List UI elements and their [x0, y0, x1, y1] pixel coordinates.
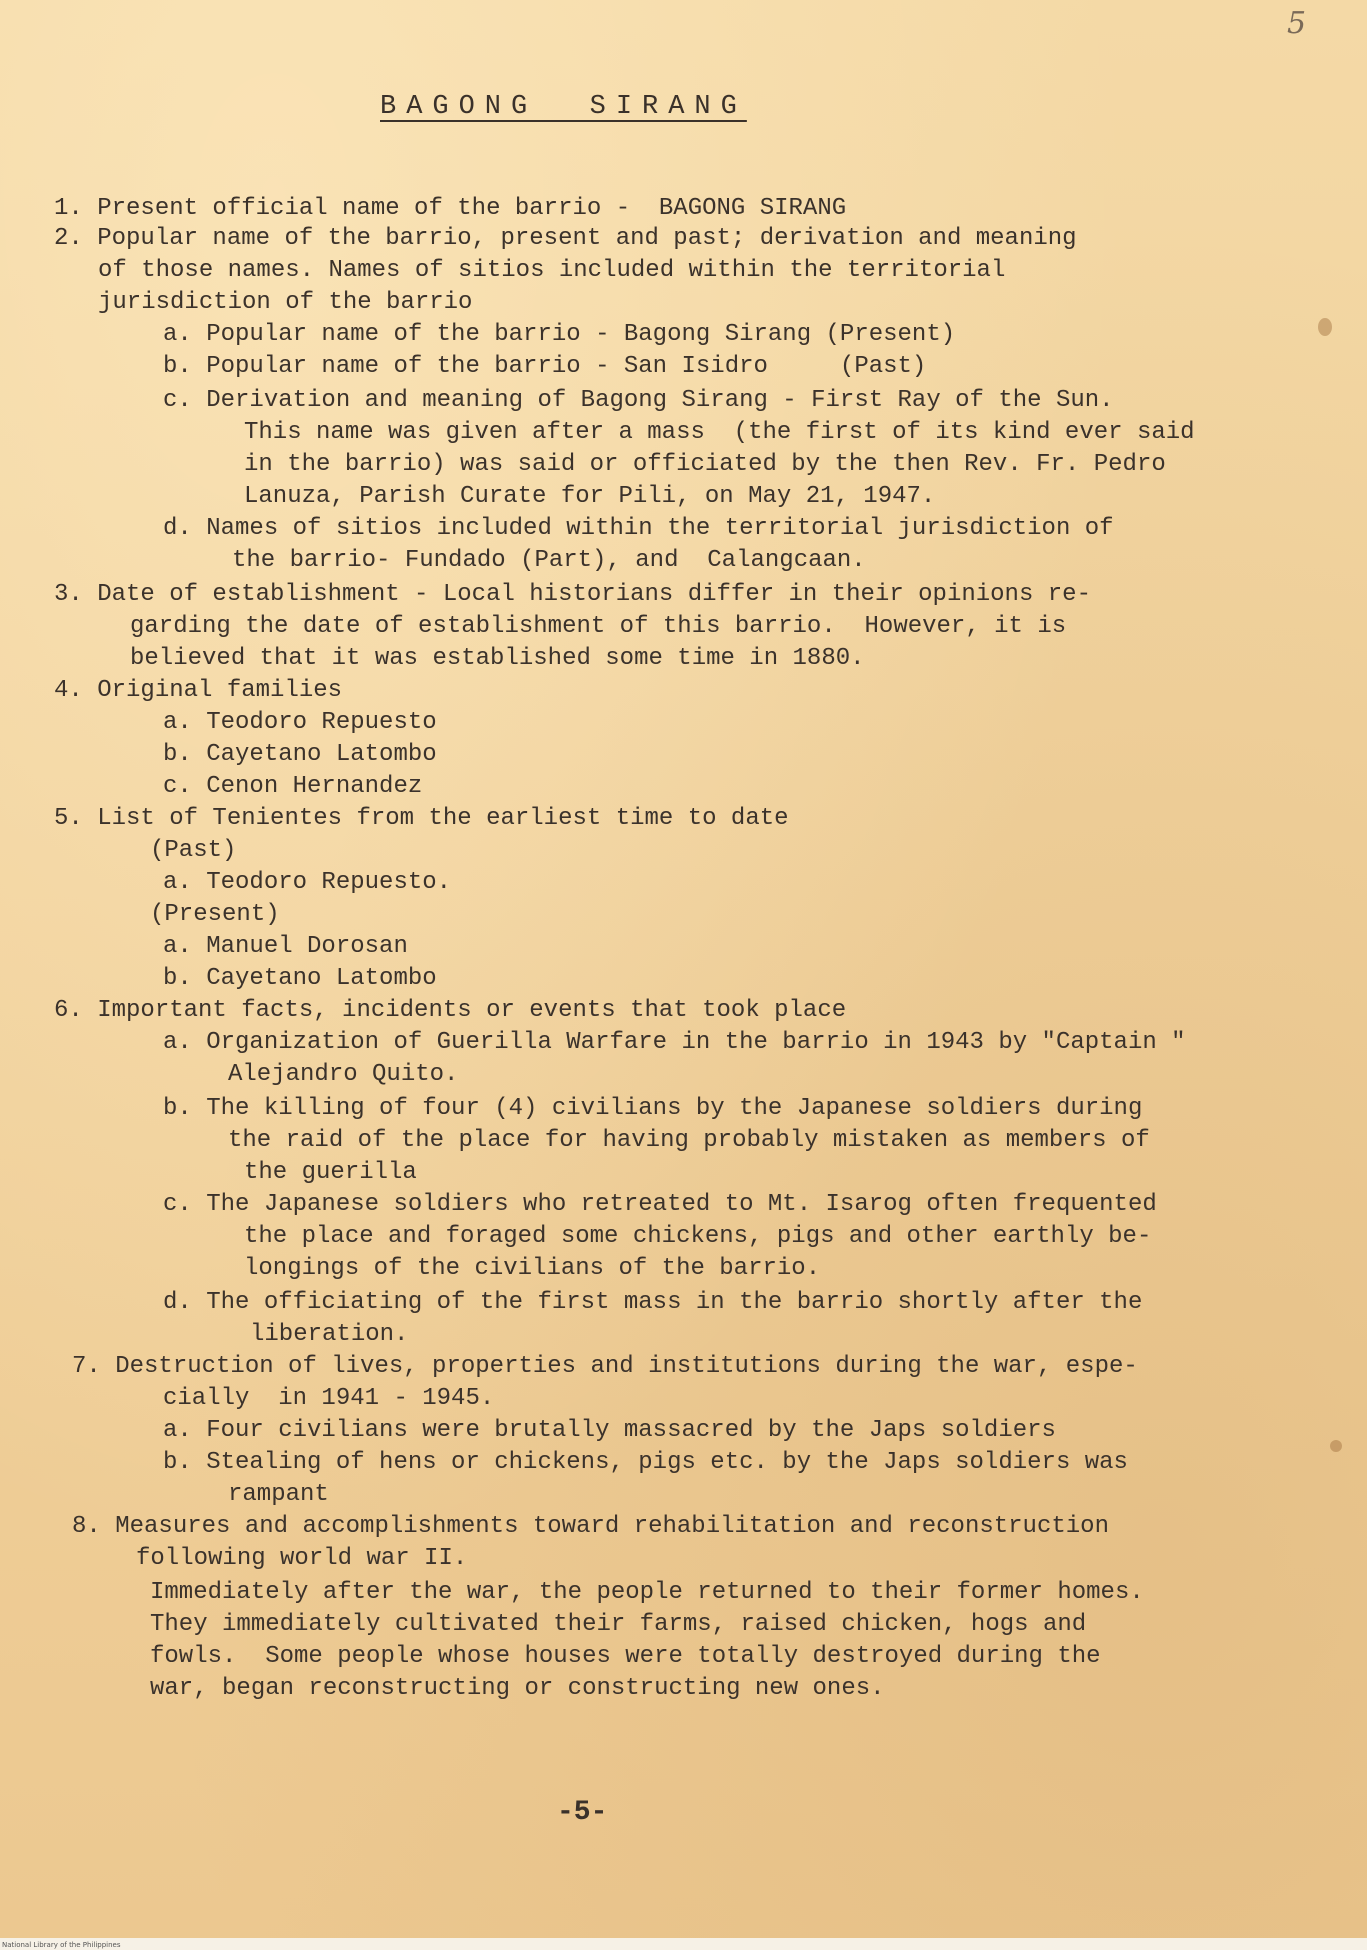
item-6c: c. The Japanese soldiers who retreated to Mt. Isarog often frequented	[163, 1191, 1157, 1218]
item-8-paragraph: They immediately cultivated their farms, raised chicken, hogs and	[150, 1611, 1087, 1638]
item-6-important-facts: 6. Important facts, incidents or events that took place	[54, 997, 847, 1024]
item-5-past-label: (Past)	[150, 837, 237, 864]
item-8-paragraph: war, began reconstructing or constructing new ones.	[150, 1675, 885, 1702]
item-4a: a. Teodoro Repuesto	[163, 709, 437, 736]
paper-stain	[1318, 318, 1332, 336]
item-2c-continuation: This name was given after a mass (the first of its kind ever said	[244, 419, 1195, 446]
item-5-present-b: b. Cayetano Latombo	[163, 965, 437, 992]
item-6b-continuation: the guerilla	[244, 1159, 417, 1186]
item-7b-continuation: rampant	[228, 1481, 329, 1508]
item-6c-continuation: longings of the civilians of the barrio.	[244, 1255, 821, 1282]
item-2c-continuation: Lanuza, Parish Curate for Pili, on May 21, 1947.	[244, 483, 936, 510]
item-8-paragraph: Immediately after the war, the people returned to their former homes.	[150, 1579, 1144, 1606]
item-3-continuation: garding the date of establishment of this barrio. However, it is	[130, 613, 1067, 640]
item-5-past-a: a. Teodoro Repuesto.	[163, 869, 452, 896]
item-7-destruction: 7. Destruction of lives, properties and institutions during the war, espe-	[72, 1353, 1138, 1380]
item-3-establishment: 3. Date of establishment - Local historians differ in their opinions re-	[54, 581, 1091, 608]
item-4c: c. Cenon Hernandez	[163, 773, 423, 800]
item-4b: b. Cayetano Latombo	[163, 741, 437, 768]
handwritten-page-number: 5	[1287, 6, 1307, 41]
item-6a-continuation: Alejandro Quito.	[228, 1061, 459, 1088]
item-6a: a. Organization of Guerilla Warfare in the barrio in 1943 by "Captain "	[163, 1029, 1186, 1056]
item-7a: a. Four civilians were brutally massacred by the Japs soldiers	[163, 1417, 1056, 1444]
item-5-tenientes: 5. List of Tenientes from the earliest time to date	[54, 805, 789, 832]
scan-footer-caption: National Library of the Philippines	[2, 1941, 121, 1949]
item-4-original-families: 4. Original families	[54, 677, 343, 704]
item-6b-continuation: the raid of the place for having probably mistaken as members of	[228, 1127, 1150, 1154]
item-2b: b. Popular name of the barrio - San Isidro (Past)	[163, 353, 927, 380]
item-2a: a. Popular name of the barrio - Bagong Sirang (Present)	[163, 321, 956, 348]
item-5-present-label: (Present)	[150, 901, 280, 928]
item-3-continuation: believed that it was established some time in 1880.	[130, 645, 865, 672]
item-6c-continuation: the place and foraged some chickens, pigs and other earthly be-	[244, 1223, 1152, 1250]
item-2d: d. Names of sitios included within the territorial jurisdiction of	[163, 515, 1114, 542]
item-6d: d. The officiating of the first mass in the barrio shortly after the	[163, 1289, 1143, 1316]
item-7b: b. Stealing of hens or chickens, pigs etc. by the Japs soldiers was	[163, 1449, 1128, 1476]
item-2-continuation: of those names. Names of sitios included within the territorial	[98, 257, 1006, 284]
item-2c: c. Derivation and meaning of Bagong Sirang - First Ray of the Sun.	[163, 387, 1114, 414]
item-2d-continuation: the barrio- Fundado (Part), and Calangcaan.	[232, 547, 866, 574]
paper-stain	[1330, 1440, 1342, 1452]
item-2-popular-name: 2. Popular name of the barrio, present and past; derivation and meaning	[54, 225, 1077, 252]
document-title: BAGONG SIRANG	[380, 92, 747, 122]
item-2-continuation: jurisdiction of the barrio	[98, 289, 473, 316]
item-8-paragraph: fowls. Some people whose houses were totally destroyed during the	[150, 1643, 1101, 1670]
item-6d-continuation: liberation.	[250, 1321, 409, 1348]
item-6b: b. The killing of four (4) civilians by the Japanese soldiers during	[163, 1095, 1143, 1122]
item-8-rehabilitation: 8. Measures and accomplishments toward rehabilitation and reconstruction	[72, 1513, 1109, 1540]
item-8-continuation: following world war II.	[136, 1545, 468, 1572]
item-2c-continuation: in the barrio) was said or officiated by the then Rev. Fr. Pedro	[244, 451, 1166, 478]
footer-page-number: -5-	[557, 1797, 608, 1828]
item-1-official-name: 1. Present official name of the barrio - BAGONG SIRANG	[54, 195, 847, 222]
scan-footer-strip	[0, 1938, 1367, 1950]
item-5-present-a: a. Manuel Dorosan	[163, 933, 408, 960]
item-7-continuation: cially in 1941 - 1945.	[163, 1385, 495, 1412]
